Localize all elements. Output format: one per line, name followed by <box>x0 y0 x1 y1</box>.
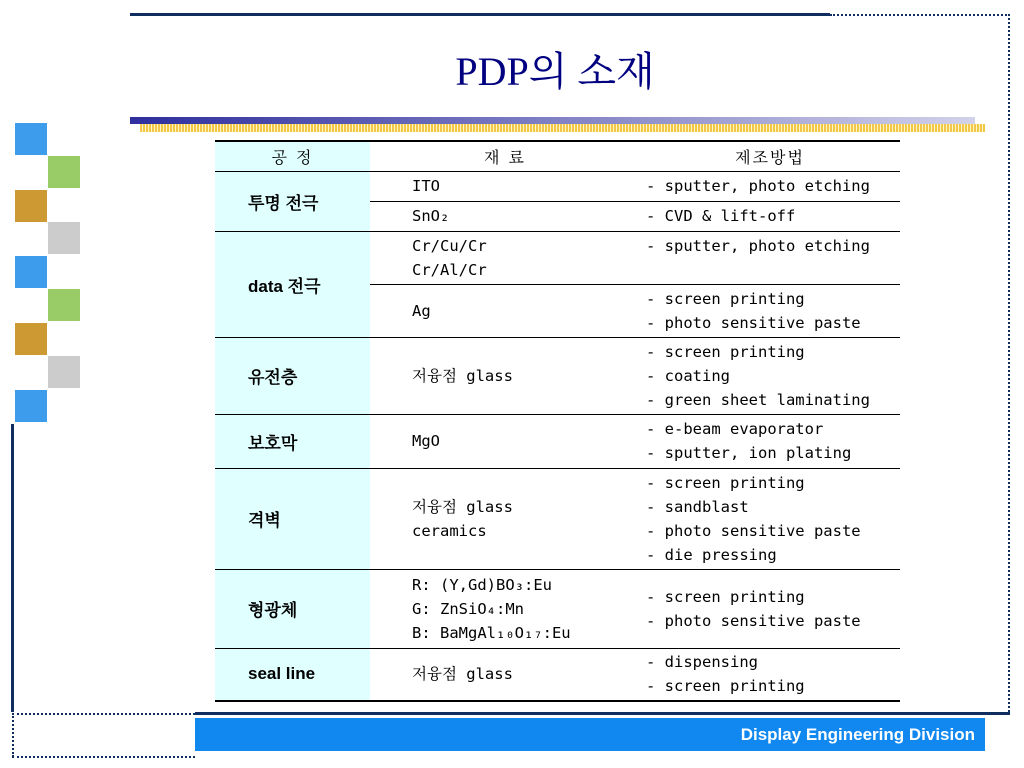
material-cell <box>370 337 640 414</box>
decor-square-blue <box>15 123 47 155</box>
process-name-cell: 형광체 <box>215 569 370 648</box>
material-cell <box>370 569 640 648</box>
footer-division-text: Display Engineering Division <box>740 725 975 744</box>
material-cell <box>370 171 640 201</box>
method-line: - screen printing <box>646 587 805 606</box>
table-row <box>215 414 900 468</box>
bottom-rule <box>195 712 1010 715</box>
decor-square-green <box>48 156 80 188</box>
process-name-cell: seal line <box>215 648 370 701</box>
table-header-row <box>215 141 900 171</box>
decor-square-blue <box>15 390 47 422</box>
process-name-cell: 격벽 <box>215 468 370 569</box>
material-cell <box>370 468 640 569</box>
bottom-dotted-rule-lower <box>12 756 195 758</box>
method-cell <box>640 201 900 231</box>
slide-title: PDP의 소재 <box>455 49 655 94</box>
header-material: 재 료 <box>370 141 640 171</box>
material-line: ceramics <box>412 521 487 540</box>
material-line: B: BaMgAl₁₀O₁₇:Eu <box>412 623 571 642</box>
right-dotted-rule <box>1008 14 1010 712</box>
method-cell <box>640 337 900 414</box>
table-row <box>215 569 900 648</box>
table-row <box>215 468 900 569</box>
method-cell <box>640 468 900 569</box>
material-line: 저융점 glass <box>412 497 513 516</box>
method-line: - CVD & lift-off <box>646 207 796 225</box>
method-line: - sputter, photo etching <box>646 236 870 255</box>
material-cell <box>370 284 640 337</box>
table-row <box>215 337 900 414</box>
decor-square-tan <box>15 190 47 222</box>
material-cell <box>370 648 640 701</box>
footer-bar <box>195 718 985 751</box>
material-line: ITO <box>412 177 440 195</box>
top-rule <box>130 13 830 16</box>
material-line: SnO₂ <box>412 207 450 225</box>
method-cell <box>640 171 900 201</box>
process-name-cell: 투명 전극 <box>215 171 370 231</box>
decor-square-gray <box>48 356 80 388</box>
method-line: - sputter, photo etching <box>646 177 870 195</box>
pdp-materials-table <box>215 140 900 702</box>
material-line: Cr/Cu/Cr <box>412 236 487 255</box>
process-name-cell: 유전층 <box>215 337 370 414</box>
bottom-dotted-rule-upper <box>12 713 195 715</box>
material-line: 저융점 glass <box>412 366 513 385</box>
method-cell <box>640 648 900 701</box>
method-line: - dispensing <box>646 653 758 672</box>
method-cell <box>640 284 900 337</box>
method-line: - screen printing <box>646 289 805 308</box>
process-name-cell: data 전극 <box>215 231 370 337</box>
process-name-cell: 보호막 <box>215 414 370 468</box>
material-line: G: ZnSiO₄:Mn <box>412 599 524 618</box>
material-line: MgO <box>412 432 440 450</box>
decor-square-gray <box>48 222 80 254</box>
material-cell <box>370 414 640 468</box>
method-line: - coating <box>646 366 730 385</box>
method-line: - photo sensitive paste <box>646 313 861 332</box>
decor-square-green <box>48 289 80 321</box>
table-row <box>215 231 900 284</box>
title-yellow-band <box>140 124 985 132</box>
table-row <box>215 648 900 701</box>
method-line: - screen printing <box>646 677 805 696</box>
method-line: - photo sensitive paste <box>646 611 861 630</box>
left-rule <box>11 424 14 712</box>
left-dotted-rule <box>12 713 14 757</box>
table-row <box>215 171 900 201</box>
title-gradient-bar <box>130 117 975 124</box>
method-cell <box>640 569 900 648</box>
decor-square-tan <box>15 323 47 355</box>
material-line: Cr/Al/Cr <box>412 260 487 279</box>
header-method: 제조방법 <box>640 141 900 171</box>
method-line: - photo sensitive paste <box>646 521 861 540</box>
method-line: - sandblast <box>646 497 749 516</box>
material-line: R: (Y,Gd)BO₃:Eu <box>412 575 552 594</box>
top-dotted-rule <box>830 14 1010 16</box>
decor-square-blue <box>15 256 47 288</box>
method-line: - green sheet laminating <box>646 390 870 409</box>
material-cell <box>370 231 640 284</box>
method-line: - die pressing <box>646 545 777 564</box>
method-line: - screen printing <box>646 342 805 361</box>
material-line: 저융점 glass <box>412 665 513 684</box>
method-line: - sputter, ion plating <box>646 444 852 462</box>
method-cell <box>640 414 900 468</box>
header-process: 공 정 <box>215 141 370 171</box>
method-cell <box>640 231 900 284</box>
method-line: - e-beam evaporator <box>646 420 824 438</box>
material-line: Ag <box>412 301 431 320</box>
material-cell <box>370 201 640 231</box>
method-line: - screen printing <box>646 473 805 492</box>
